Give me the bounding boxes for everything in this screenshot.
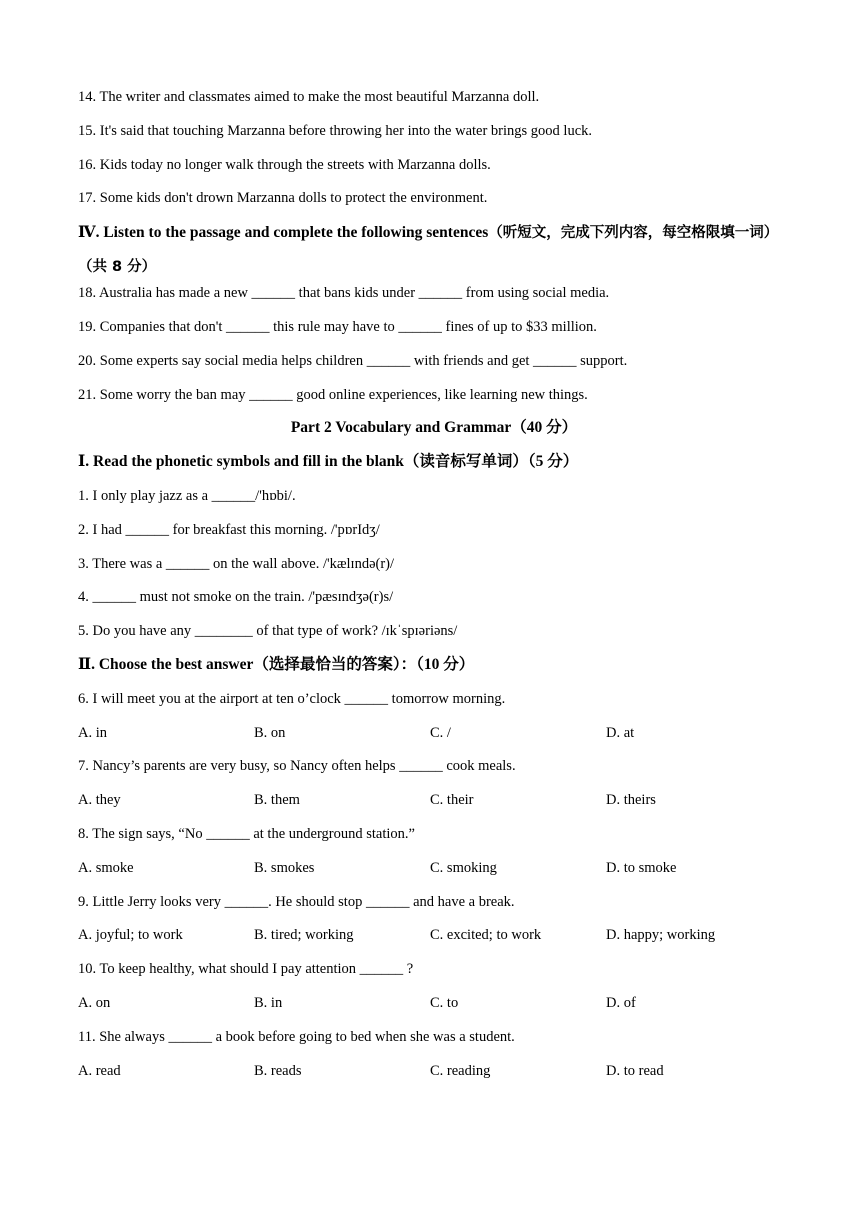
vocab-item-5: 5. Do you have any ________ of that type of work? /ɪkˈspɪəriəns/: [78, 623, 458, 640]
question-8: 8. The sign says, “No ______ at the underground station.”: [78, 825, 415, 842]
option-b: B. them: [254, 792, 300, 809]
exam-page: [78, 87, 790, 1094]
sentence-21: 21. Some worry the ban may ______ good online experiences, like learning new things.: [78, 386, 588, 403]
sentence-19: 19. Companies that don't ______ this rule may have to ______ fines of up to $33 million.: [78, 318, 597, 335]
option-d: D. happy; working: [606, 927, 716, 944]
option-a: A. they: [78, 792, 121, 809]
option-c: C. excited; to work: [430, 927, 542, 944]
option-d: D. to read: [606, 1062, 664, 1079]
option-a: A. smoke: [78, 859, 134, 876]
option-c: C. to: [430, 994, 459, 1011]
question-9: 9. Little Jerry looks very ______. He should stop ______ and have a break.: [78, 893, 515, 910]
vocab-item-1: 1. I only play jazz as a ______/'hɒbi/.: [78, 487, 296, 504]
vocab-heading: Ⅰ. Read the phonetic symbols and fill in the blank（读音标写单词）（5 分）: [78, 453, 579, 471]
option-b: B. tired; working: [254, 927, 354, 944]
question-9-options: [78, 925, 790, 959]
question-8-options: [78, 858, 790, 892]
section-4-heading-en: Ⅳ. Listen to the passage and complete the following sentences: [78, 224, 489, 242]
option-a: A. joyful; to work: [78, 927, 183, 944]
option-d: D. of: [606, 994, 636, 1011]
option-a: A. read: [78, 1062, 121, 1079]
grammar-heading: Ⅱ. Choose the best answer（选择最恰当的答案）：（10 分）: [78, 655, 475, 673]
option-c: C. reading: [430, 1062, 491, 1079]
sentence-20: 20. Some experts say social media helps children ______ with friends and get ______ support.: [78, 352, 628, 369]
option-a: A. in: [78, 724, 107, 741]
statement-15: 15. It's said that touching Marzanna before throwing her into the water brings good luck.: [78, 122, 593, 139]
option-c: C. their: [430, 792, 474, 809]
question-7: 7. Nancy’s parents are very busy, so Nancy often helps ______ cook meals.: [78, 758, 516, 775]
statement-14: 14. The writer and classmates aimed to make the most beautiful Marzanna doll.: [78, 89, 540, 105]
option-d: D. theirs: [606, 792, 656, 809]
question-10-options: [78, 993, 790, 1027]
option-d: D. at: [606, 724, 635, 741]
option-c: C. /: [430, 724, 451, 741]
vocab-item-3: 3. There was a ______ on the wall above. /'kælɪndə(r)/: [78, 555, 395, 572]
question-7-options: [78, 790, 790, 824]
question-11: 11. She always ______ a book before going to bed when she was a student.: [78, 1028, 515, 1045]
question-10: 10. To keep healthy, what should I pay attention ______ ?: [78, 961, 414, 978]
section-4-heading-cn: （听短文，完成下列内容，每空格限填一词）（共 8 分）: [78, 225, 779, 276]
part-2-title: Part 2 Vocabulary and Grammar（40 分）: [290, 419, 578, 437]
statement-17: 17. Some kids don't drown Marzanna dolls to protect the environment.: [78, 190, 488, 207]
question-11-options: [78, 1061, 790, 1095]
section-4-heading: [78, 216, 790, 283]
option-b: B. reads: [254, 1062, 302, 1079]
question-6: 6. I will meet you at the airport at ten o’clock ______ tomorrow morning.: [78, 690, 506, 707]
vocab-item-4: 4. ______ must not smoke on the train. /'pæsɪndʒə(r)s/: [78, 589, 394, 606]
option-b: B. smokes: [254, 859, 315, 876]
option-c: C. smoking: [430, 859, 497, 876]
option-b: B. in: [254, 994, 283, 1011]
question-6-options: [78, 723, 790, 757]
option-d: D. to smoke: [606, 859, 677, 876]
vocab-item-2: 2. I had ______ for breakfast this morning. /'pɒrIdʒ/: [78, 521, 380, 538]
sentence-18: 18. Australia has made a new ______ that bans kids under ______ from using social media.: [78, 285, 610, 302]
option-a: A. on: [78, 994, 111, 1011]
statement-16: 16. Kids today no longer walk through the streets with Marzanna dolls.: [78, 156, 491, 173]
option-b: B. on: [254, 724, 286, 741]
